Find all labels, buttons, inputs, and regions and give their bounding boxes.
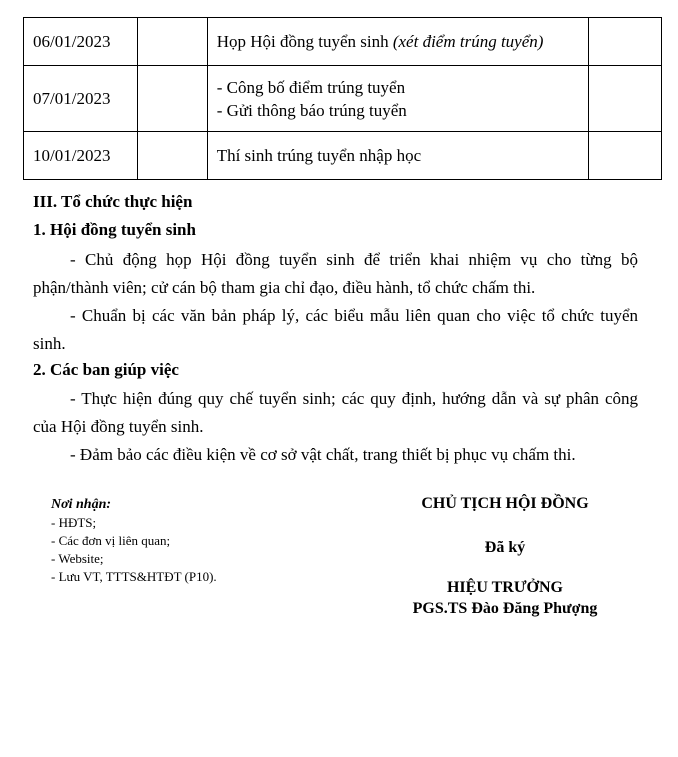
table-row [24, 66, 662, 132]
content-text: Họp Hội đồng tuyển sinh [216, 32, 393, 51]
signature-status: Đã ký [484, 539, 526, 556]
subsection-title: 2. Các ban giúp việc [33, 360, 179, 379]
date-cell: 07/01/2023 [24, 66, 138, 132]
recipient-item: - Website; [51, 551, 104, 566]
empty-cell [589, 18, 662, 66]
content-cell [207, 18, 589, 66]
section-title: III. Tổ chức thực hiện [33, 192, 193, 211]
recipient-item: - HĐTS; [51, 515, 97, 530]
content-cell: Thí sinh trúng tuyển nhập học [207, 132, 589, 180]
paragraph: - Đảm bảo các điều kiện về cơ sở vật chất, trang thiết bị phục vụ chấm thi. [70, 445, 576, 464]
content-italic: (xét điểm trúng tuyển) [392, 32, 544, 51]
empty-cell [138, 66, 208, 132]
schedule-table [23, 17, 662, 180]
recipients-title: Nơi nhận: [51, 497, 112, 512]
recipient-item: - Các đơn vị liên quan; [51, 533, 171, 548]
paragraph: - Chuẩn bị các văn bản pháp lý, các biểu mẫu liên quan cho việc tổ chức tuyển sinh. [33, 306, 638, 353]
signature-position: HIỆU TRƯỞNG [446, 579, 563, 596]
empty-cell [138, 18, 208, 66]
content-line: - Công bố điểm trúng tuyển [216, 77, 406, 97]
recipients-block [51, 496, 217, 586]
signature-role: CHỦ TỊCH HỘI ĐỒNG [421, 495, 589, 512]
paragraph: - Thực hiện đúng quy chế tuyển sinh; các quy định, hướng dẫn và sự phân công của Hội đồng tuyển sinh. [33, 389, 638, 436]
paragraph: - Chủ động họp Hội đồng tuyển sinh để triển khai nhiệm vụ cho từng bộ phận/thành viên; cử cán bộ tham gia chỉ đạo, điều hành, tổ chức chấm thi. [33, 250, 638, 297]
content-line: - Gửi thông báo trúng tuyển [216, 100, 407, 120]
recipient-item: - Lưu VT, TTTS&HTĐT (P10). [51, 569, 217, 584]
subsection-title: 1. Hội đồng tuyển sinh [33, 220, 196, 239]
table-row [24, 18, 662, 66]
empty-cell [589, 132, 662, 180]
empty-cell [589, 66, 662, 132]
table-row [24, 132, 662, 180]
date-cell: 06/01/2023 [24, 18, 138, 66]
signature-name: PGS.TS Đào Đăng Phượng [412, 600, 598, 617]
content-cell [207, 66, 589, 132]
empty-cell [138, 132, 208, 180]
date-cell: 10/01/2023 [24, 132, 138, 180]
